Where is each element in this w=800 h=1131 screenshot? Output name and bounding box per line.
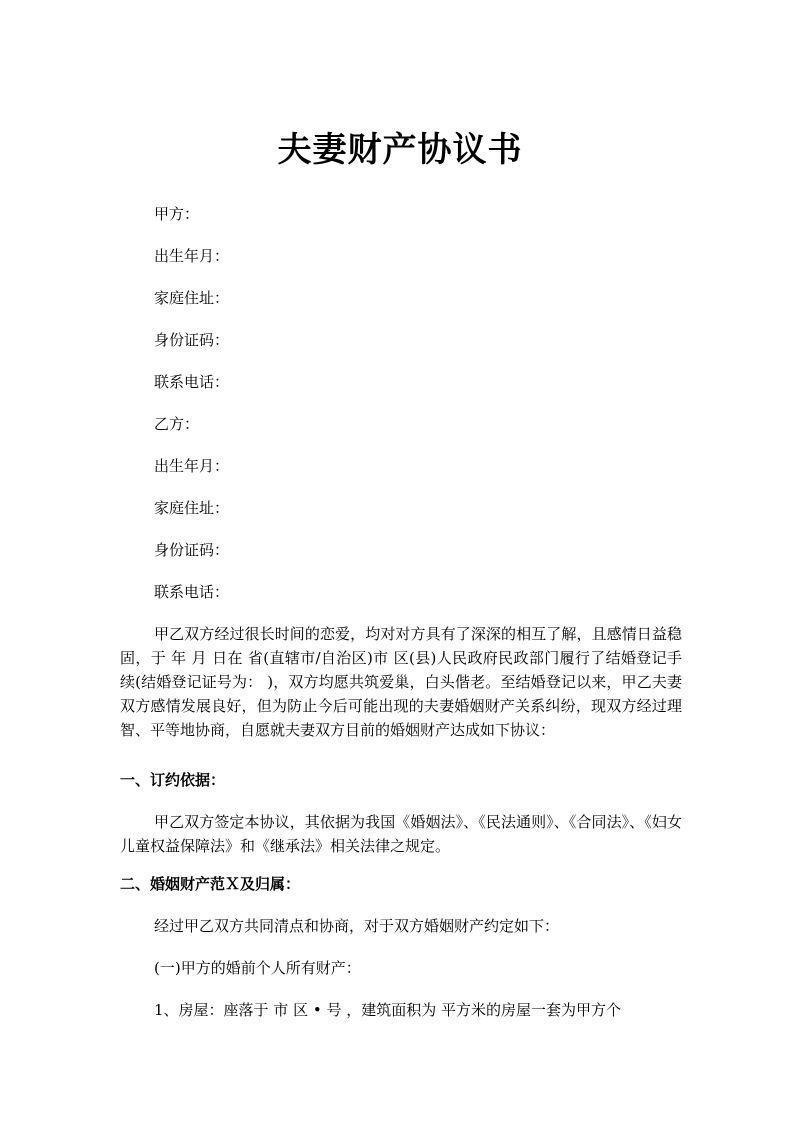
party-a-address-field: 家庭住址：: [154, 289, 230, 307]
party-a-phone-field: 联系电话：: [154, 373, 230, 391]
section-2-item-1: 1、房屋：座落于 市 区 • 号 ，建筑面积为 平方米的房屋一套为甲方个: [154, 1001, 622, 1019]
intro-paragraph: 甲乙双方经过很长时间的恋爱，均对对方具有了深深的相互了解，且感情日益稳固，于 年 月 日在 省(直辖市/自治区)市 区(县)人民政府民政部门履行了结婚登记手续(结婚登记证号为： )，双方均愿共筑爱巢，白头偕老。至结婚登记以来，甲乙夫妻双方感情发展良好，但为防止今后可能出现的夫妻婚姻财产关系纠纷，现双方经过理智、平等地协商，自愿就夫妻双方目前的婚姻财产达成如下协议：: [120, 625, 682, 739]
section-1-body: 甲乙双方签定本协议，其依据为我国《婚姻法》、《民法通则》、《合同法》、《妇女儿童权益保障法》和《继承法》相关法律之规定。: [120, 813, 682, 855]
party-a-label: 甲方：: [154, 205, 200, 223]
party-b-id-field: 身份证码：: [154, 541, 230, 559]
section-1-heading: 一、订约依据：: [120, 771, 226, 789]
party-b-birth-field: 出生年月：: [154, 457, 230, 475]
party-a-id-field: 身份证码：: [154, 331, 230, 349]
party-b-label: 乙方：: [154, 415, 200, 433]
section-2-intro: 经过甲乙双方共同清点和协商，对于双方婚姻财产约定如下：: [154, 917, 560, 935]
section-2-subheading: (一)甲方的婚前个人所有财产：: [154, 959, 361, 977]
document-title: 夫妻财产协议书: [277, 130, 523, 170]
section-2-heading: 二、婚姻财产范Ｘ及归属：: [120, 875, 301, 893]
party-b-address-field: 家庭住址：: [154, 499, 230, 517]
party-a-birth-field: 出生年月：: [154, 247, 230, 265]
party-b-phone-field: 联系电话：: [154, 583, 230, 601]
